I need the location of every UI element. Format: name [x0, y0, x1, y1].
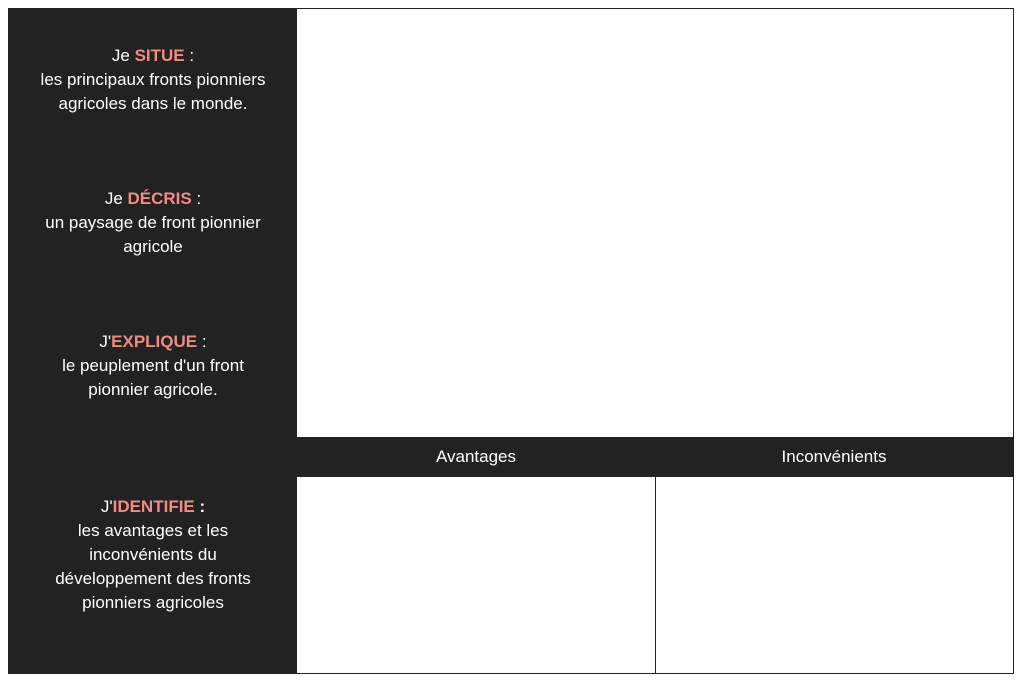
answer-cell-disadvantages[interactable] — [655, 477, 1014, 673]
prompt-text-line: un paysage de front pionnier — [45, 212, 261, 232]
prompt-prefix: Je — [104, 188, 128, 208]
prompt-keyword: DÉCRIS — [127, 188, 192, 208]
prompt-keyword: SITUE — [134, 46, 185, 65]
prompt-prefix: J' — [100, 497, 113, 516]
row-explique — [9, 294, 1013, 437]
prompt-text-line: le peuplement d'un front — [62, 355, 244, 375]
prompt-text-line: agricoles dans le monde. — [58, 94, 248, 113]
column-header-disadvantages: Inconvénients — [781, 447, 887, 466]
column-header-advantages: Avantages — [435, 447, 517, 466]
prompt-heading — [23, 187, 283, 211]
prompt-cell-identifie — [9, 437, 297, 673]
row-identifie — [9, 437, 1013, 673]
prompt-text-line: inconvénients du — [89, 545, 217, 564]
answer-cell-explique[interactable] — [297, 294, 1013, 437]
prompt-suffix: : — [194, 497, 206, 516]
prompt-heading — [23, 330, 283, 354]
prompt-cell-explique — [9, 294, 297, 437]
row-situe — [9, 9, 1013, 151]
prompt-heading — [23, 44, 283, 68]
prompt-cell-decris — [9, 151, 297, 294]
answer-cell-advantages[interactable] — [297, 477, 655, 673]
prompt-text-line: pionnier agricole. — [88, 379, 218, 399]
prompt-text-line: agricole — [123, 236, 183, 256]
prompt-prefix: Je — [111, 46, 135, 65]
answer-cell-decris[interactable] — [297, 151, 1013, 294]
prompt-text-line: les avantages et les — [77, 521, 229, 540]
worksheet-table — [8, 8, 1014, 674]
comparison-cells — [297, 477, 1013, 673]
prompt-suffix: : — [184, 46, 195, 65]
prompt-suffix: : — [197, 331, 207, 351]
prompt-text-line: pionniers agricoles — [82, 593, 224, 612]
prompt-keyword: EXPLIQUE — [111, 331, 198, 351]
prompt-heading — [23, 495, 283, 519]
prompt-text-line: développement des fronts — [55, 569, 251, 588]
prompt-text-line: les principaux fronts pionniers — [40, 70, 266, 89]
prompt-prefix: J' — [99, 331, 112, 351]
prompt-suffix: : — [191, 188, 202, 208]
column-header-band — [297, 437, 1013, 477]
row-decris — [9, 151, 1013, 294]
prompt-keyword: IDENTIFIE — [112, 497, 195, 516]
prompt-cell-situe — [9, 9, 297, 151]
answer-cell-situe[interactable] — [297, 9, 1013, 151]
